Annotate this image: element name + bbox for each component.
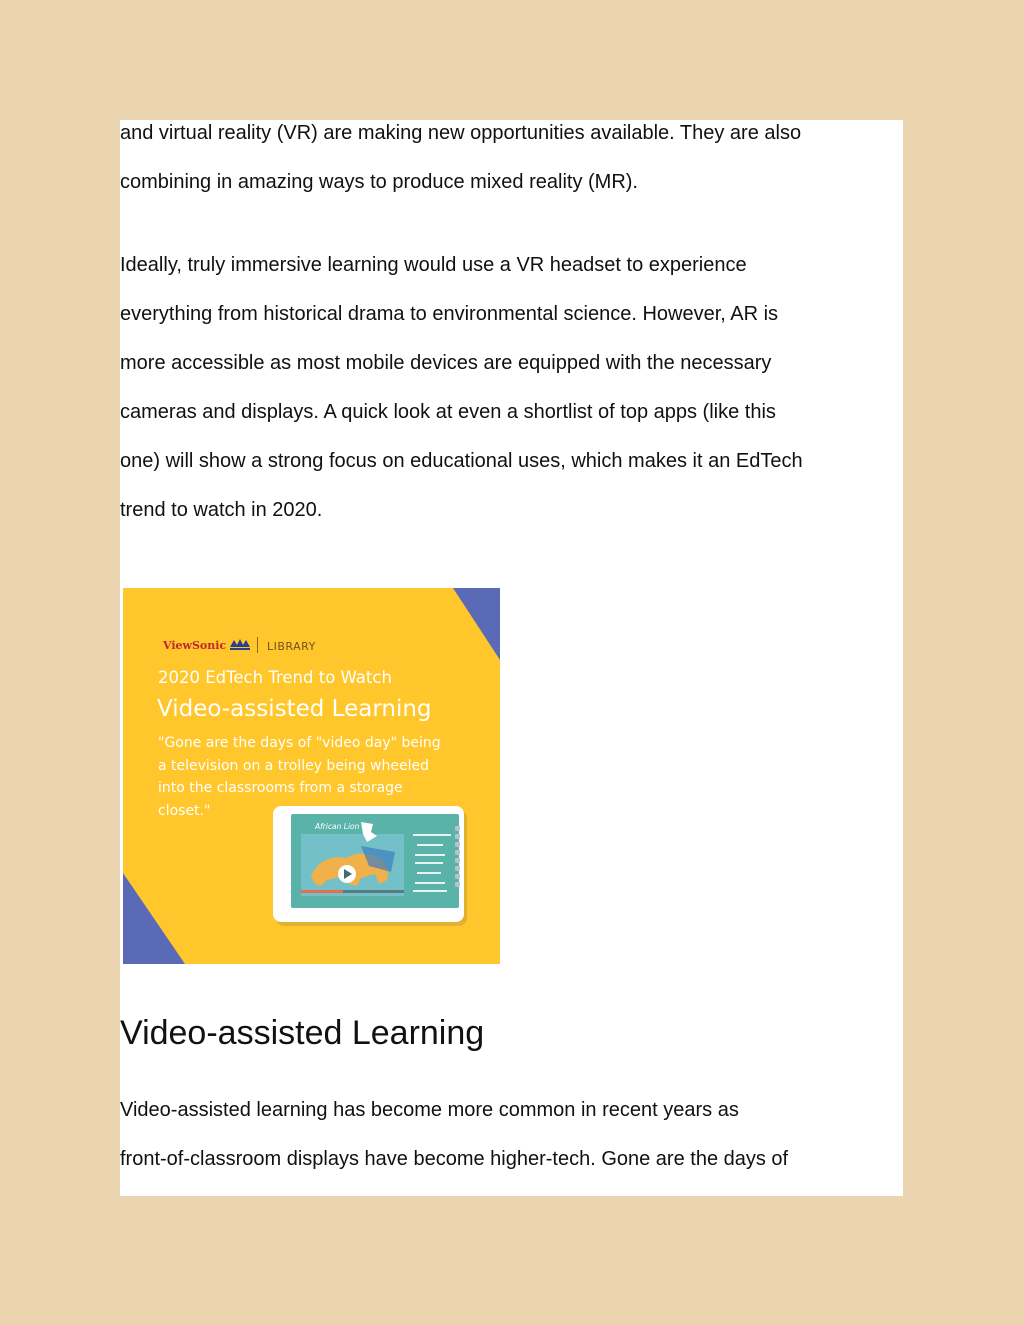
paragraph-line: Ideally, truly immersive learning would use a VR headset to experience (120, 254, 747, 276)
edtech-trend-figure (123, 588, 500, 964)
paragraph-line: front-of-classroom displays have become higher-tech. Gone are the days of (120, 1148, 789, 1170)
document-page (120, 120, 903, 1196)
paragraph-line: more accessible as most mobile devices are equipped with the necessary (120, 352, 772, 374)
paragraph-ar-vr (120, 109, 903, 207)
tablet-side-controls (454, 826, 462, 896)
birds-logo-icon (229, 637, 251, 651)
quote-line: a television on a trolley being wheeled (158, 757, 429, 774)
video-frame (291, 814, 459, 908)
paragraph-line: everything from historical drama to environmental science. However, AR is (120, 303, 779, 325)
paragraph-video-learning (120, 1086, 903, 1184)
screen-title: African Lion (315, 822, 360, 831)
figure-title: Video-assisted Learning (157, 696, 432, 722)
paragraph-immersive-learning (120, 241, 903, 535)
tablet-screen (291, 814, 459, 908)
quote-line: "Gone are the days of "video day" being (158, 735, 441, 751)
section-heading: Video-assisted Learning (120, 1014, 485, 1052)
quote-line: into the classrooms from a storage (158, 780, 403, 796)
library-label: LIBRARY (267, 640, 316, 653)
paragraph-line: combining in amazing ways to produce mixed reality (MR). (120, 171, 638, 193)
paragraph-line: trend to watch in 2020. (120, 499, 323, 521)
figure-subtitle: 2020 EdTech Trend to Watch (158, 668, 392, 687)
paragraph-line: and virtual reality (VR) are making new opportunities available. They are also (120, 122, 802, 144)
quote-line: closet." (158, 802, 211, 819)
paragraph-line: Video-assisted learning has become more common in recent years as (120, 1099, 739, 1121)
paragraph-line: cameras and displays. A quick look at even a shortlist of top apps (like this (120, 401, 776, 423)
paragraph-line: one) will show a strong focus on educational uses, which makes it an EdTech (120, 450, 803, 472)
brand-divider (257, 637, 258, 653)
viewsonic-logo: ViewSonic (163, 639, 227, 652)
